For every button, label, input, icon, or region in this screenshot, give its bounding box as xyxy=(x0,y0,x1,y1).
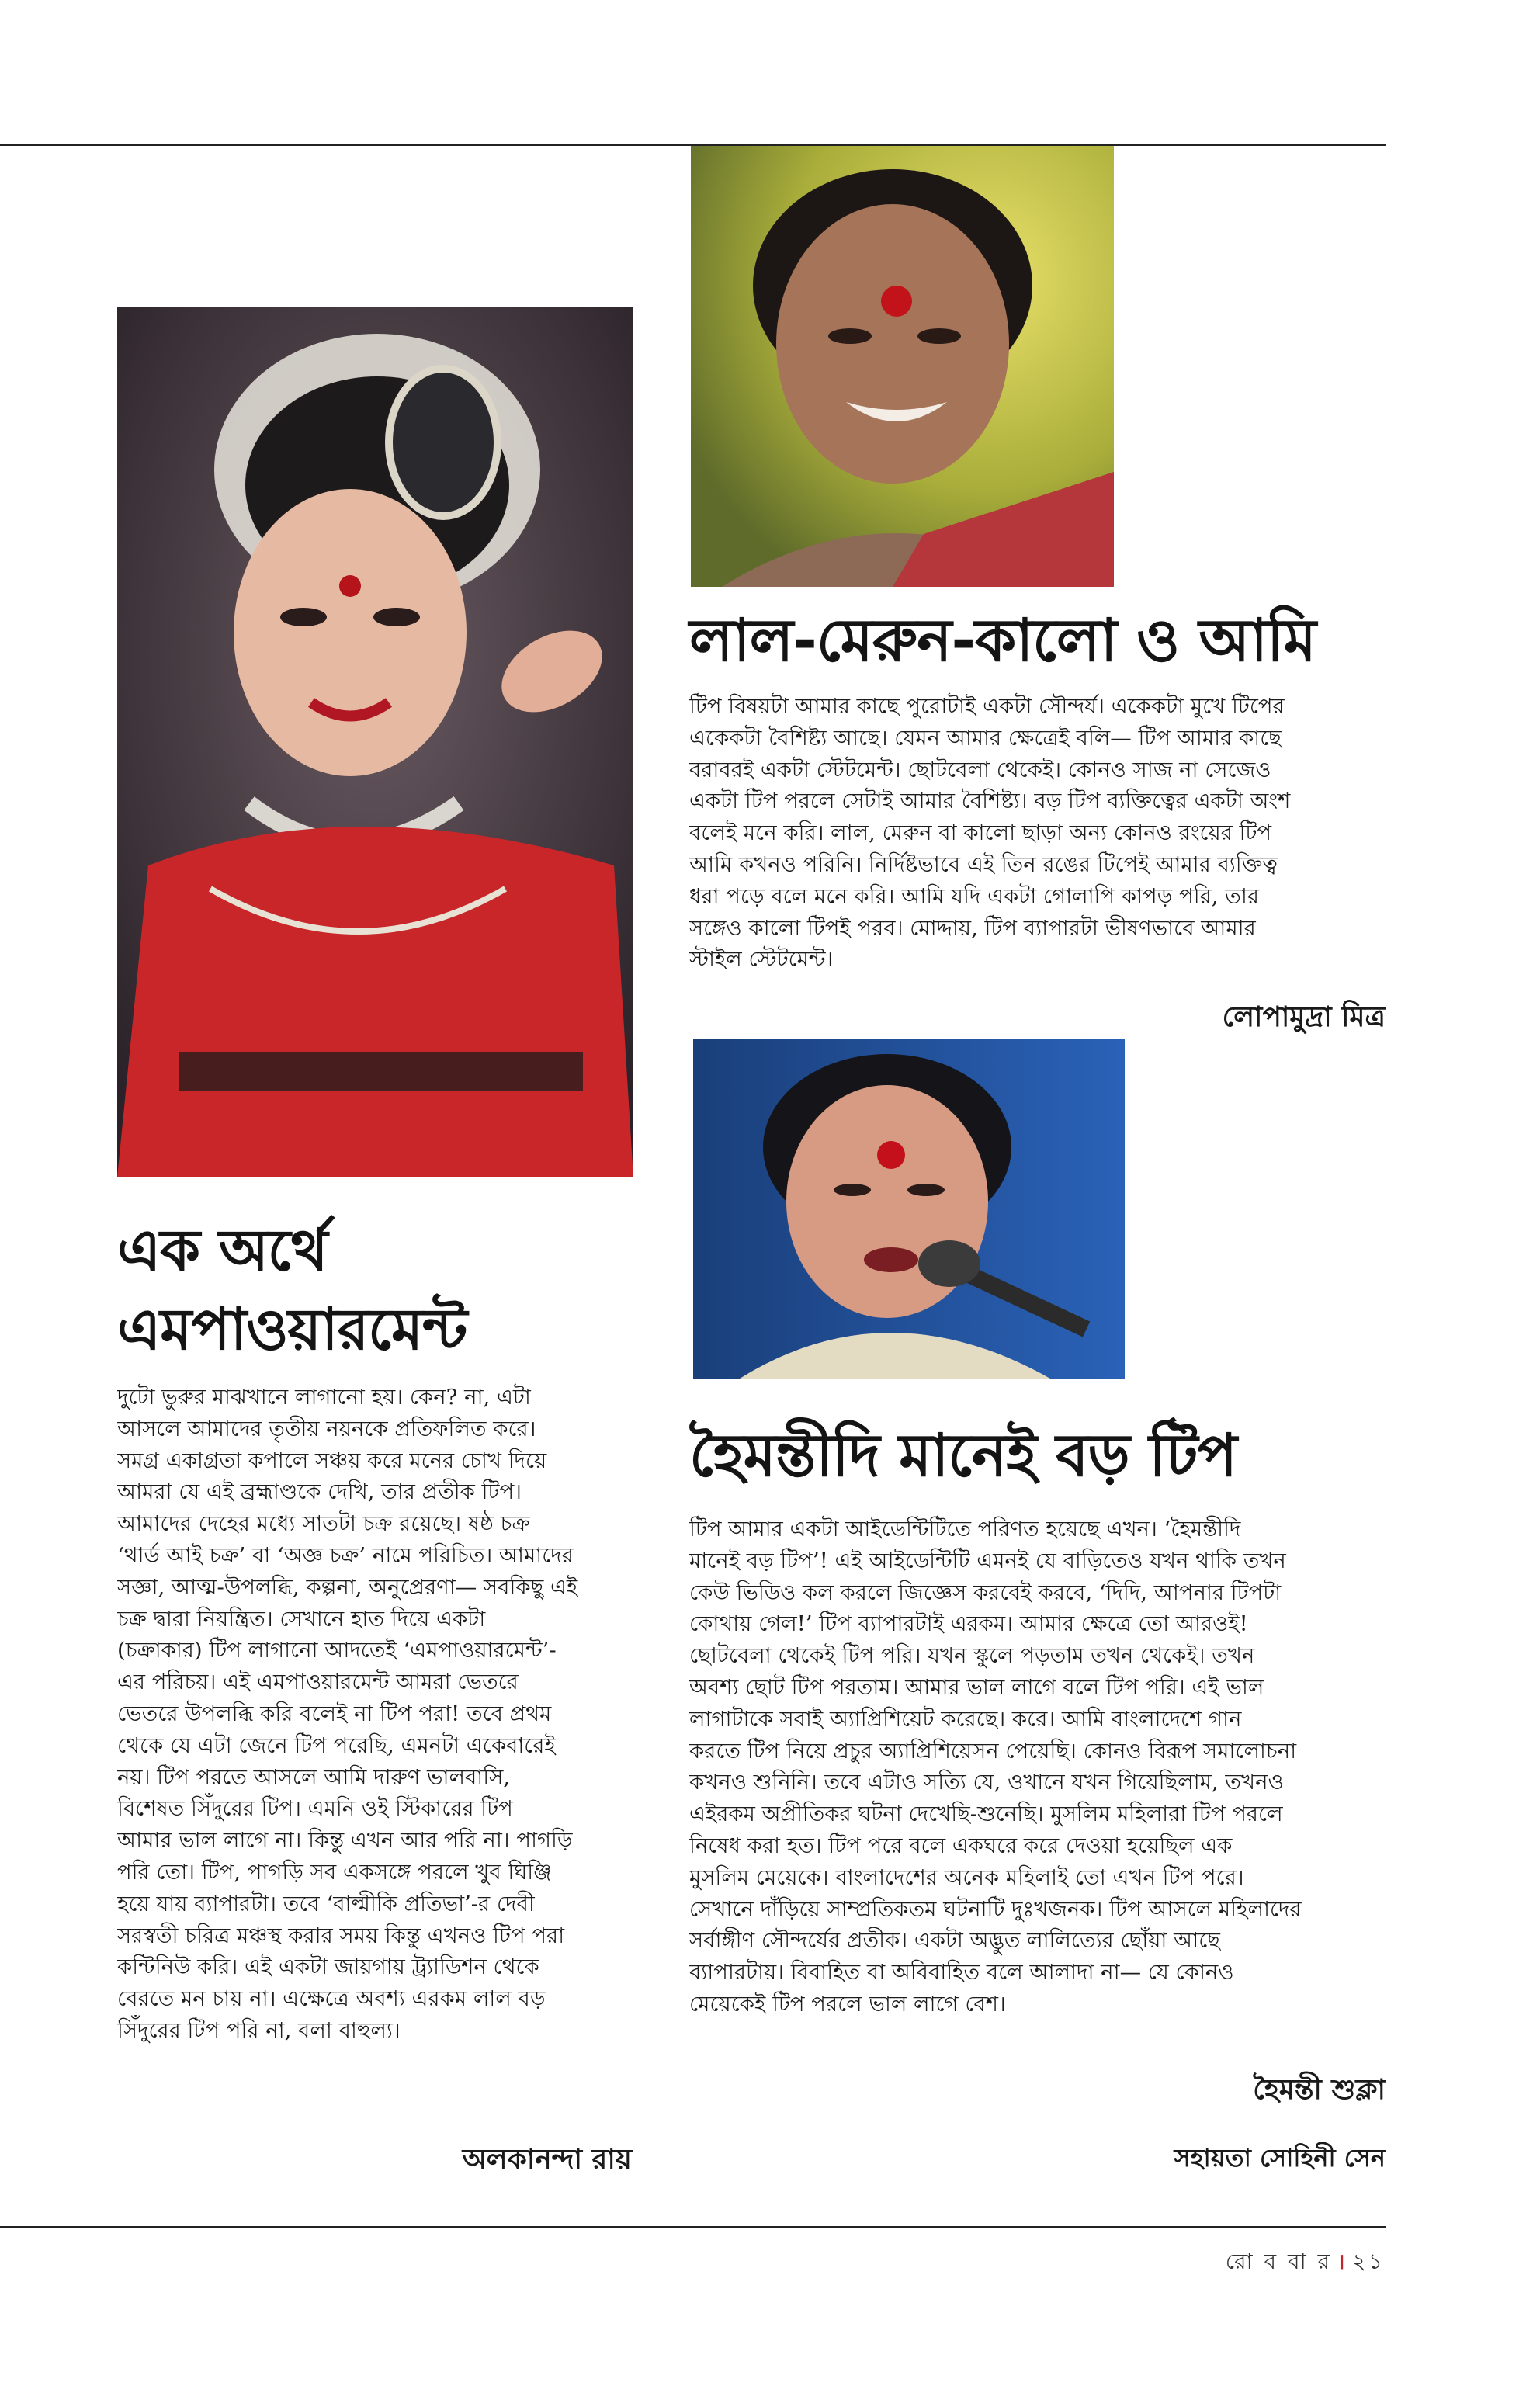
byline-alakananda: অলকানন্দা রায় xyxy=(462,2143,632,2176)
body-line: এইরকম অপ্রীতিকর ঘটনা দেখেছি-শুনেছি। মুসলিম মহিলারা টিপ পরলে xyxy=(689,1802,1283,1827)
credit-sahayata: সহায়তা সোহিনী সেন xyxy=(1174,2143,1386,2173)
footer-separator: । xyxy=(1337,2249,1348,2274)
body-line: আমি কখনও পরিনি। নির্দিষ্টভাবে এই তিন রঙের টিপেই আমার ব্যক্তিত্ব xyxy=(689,851,1278,877)
body-line: দুটো ভুরুর মাঝখানে লাগানো হয়। কেন? না, এটা xyxy=(117,1385,531,1410)
body-line: একেকটা বৈশিষ্ট্য আছে। যেমন আমার ক্ষেত্রেই বলি— টিপ আমার কাছে xyxy=(689,725,1282,751)
photo-lopamudra-mitra xyxy=(691,146,1114,587)
body-line: এর পরিচয়। এই এমপাওয়ারমেন্ট আমরা ভেতরে xyxy=(117,1670,519,1695)
body-line: পরি তো। টিপ, পাগড়ি সব একসঙ্গে পরলে খুব ঘিঞ্জি xyxy=(117,1859,552,1885)
body-line: টিপ বিষয়টা আমার কাছে পুরোটাই একটা সৌন্দর্য। একেকটা মুখে টিপের xyxy=(689,694,1285,719)
headline-lal-merun-kalo: লাল-মেরুন-কালো ও আমি xyxy=(689,605,1316,675)
body-line: সিঁদুরের টিপ পরি না, বলা বাহুল্য। xyxy=(117,2017,401,2043)
body-line: সেখানে দাঁড়িয়ে সাম্প্রতিকতম ঘটনাটি দুঃখজনক। টিপ আসলে মহিলাদের xyxy=(689,1896,1302,1922)
byline-haimanti: হৈমন্তী শুক্লা xyxy=(1253,2073,1386,2106)
body-line: ব্যাপারটায়। বিবাহিত বা অবিবাহিত বলে আলাদা না— যে কোনও xyxy=(689,1960,1234,1985)
body-line: ছোটবেলা থেকেই টিপ পরি। যখন স্কুলে পড়তাম তখন থেকেই। তখন xyxy=(689,1643,1255,1669)
headline-haimantidi: হৈমন্তীদি মানেই বড় টিপ xyxy=(689,1420,1237,1490)
headline-empowerment-line-2: এমপাওয়ারমেন্ট xyxy=(117,1296,467,1363)
body-line: সমগ্র একাগ্রতা কপালে সঞ্চয় করে মনের চোখ দিয়ে xyxy=(117,1448,547,1473)
byline-lopamudra: লোপামুদ্রা মিত্র xyxy=(1222,1001,1386,1033)
body-line: মানেই বড় টিপ’! এই আইডেন্টিটি এমনই যে বাড়িতেও যখন থাকি তখন xyxy=(689,1548,1286,1573)
body-line: কোথায় গেল!’ টিপ ব্যাপারটাই এরকম। আমার ক্ষেত্রে তো আরও‌ই! xyxy=(689,1611,1248,1637)
lopamudra-illustration xyxy=(691,146,1114,587)
body-line: চক্র দ্বারা নিয়ন্ত্রিত। সেখানে হাত দিয়ে একটা xyxy=(117,1606,486,1632)
body-haimanti xyxy=(689,1514,1384,2020)
body-line: সজ্ঞা, আত্ম-উপলব্ধি, কল্পনা, অনুপ্রেরণা— সবকিছু এই xyxy=(117,1574,578,1600)
footer-page-number: ২১ xyxy=(1351,2249,1385,2274)
body-line: কন্টিনিউ করি। এই একটা জায়গায় ট্র্যাডিশন থেকে xyxy=(117,1954,539,1980)
body-line: হয়ে যায় ব্যাপারটা। তবে ‘বাল্মীকি প্রতিভা’-র দেবী xyxy=(117,1891,535,1916)
body-line: নিষেধ করা হত। টিপ পরে বলে একঘরে করে দেওয়া হয়েছিল এক xyxy=(689,1833,1233,1858)
body-line: আমার ভাল লাগে না। কিন্তু এখন আর পরি না। পাগড়ি xyxy=(117,1828,573,1854)
body-line: আমাদের দেহের মধ্যে সাতটা চক্র রয়েছে। ষষ্ঠ চক্র xyxy=(117,1511,530,1537)
body-line: করতে টিপ নিয়ে প্রচুর অ্যাপ্রিশিয়েসন পেয়েছি। কোনও বিরূপ সমালোচনা xyxy=(689,1738,1297,1764)
haimanti-illustration xyxy=(693,1039,1125,1379)
photo-haimanti-shukla xyxy=(693,1039,1125,1379)
headline-empowerment-line-1: এক অর্থে xyxy=(117,1217,328,1284)
bottom-rule xyxy=(0,2226,1386,2228)
body-line: (চক্রাকার) টিপ লাগানো আদতেই ‘এমপাওয়ারমেন্ট’- xyxy=(117,1638,557,1663)
body-line: একটা টিপ পরলে সেটাই আমার বৈশিষ্ট্য। বড় টিপ ব্যক্তিত্বের একটা অংশ xyxy=(689,789,1291,814)
body-line: সর্বাঙ্গীণ সৌন্দর্যের প্রতীক। একটা অদ্ভুত লালিত্যের ছোঁয়া আছে xyxy=(689,1928,1220,1954)
body-line: কখনও শুনিনি। তবে এটাও সত্যি যে, ওখানে যখন গিয়েছিলাম, তখনও xyxy=(689,1770,1284,1795)
page-footer xyxy=(1226,2245,1385,2281)
body-lopamudra xyxy=(689,691,1384,976)
body-alakananda xyxy=(117,1382,636,2047)
body-line: টিপ আমার একটা আইডেন্টিটিতে পরিণত হয়েছে এখন। ‘হৈমন্তীদি xyxy=(689,1517,1241,1542)
body-line: থেকে যে এটা জেনে টিপ পরেছি, এমনটা একেবারেই xyxy=(117,1732,556,1758)
body-line: মুসলিম মেয়েকে। বাংলাদেশের অনেক মহিলাই তো এখন টিপ পরে। xyxy=(689,1864,1244,1890)
headline-empowerment xyxy=(117,1211,676,1369)
body-line: বেরতে মন চায় না। এক্ষেত্রে অবশ্য এরকম লাল বড় xyxy=(117,1986,546,2012)
body-line: স্টাইল স্টেটমেন্ট। xyxy=(689,947,834,973)
body-line: মেয়েকেই টিপ পরলে ভাল লাগে বেশ। xyxy=(689,1991,1006,2017)
body-line: ধরা পড়ে বলে মনে করি। আমি যদি একটা গোলাপি কাপড় পরি, তার xyxy=(689,883,1259,909)
body-line: সরস্বতী চরিত্র মঞ্চস্থ করার সময় কিন্তু এখনও টিপ পরা xyxy=(117,1923,565,1948)
body-line: সঙ্গেও কালো টিপই পরব। মোদ্দায়, টিপ ব্যাপারটা ভীষণভাবে আমার xyxy=(689,915,1256,941)
photo-odissi-dancer xyxy=(117,307,633,1177)
body-line: আসলে আমাদের তৃতীয় নয়নকে প্রতিফলিত করে। xyxy=(117,1416,536,1441)
body-line: বিশেষত সিঁদুরের টিপ। এমনি ওই স্টিকারের টিপ xyxy=(117,1796,513,1822)
body-line: আমরা যে এই ব্রহ্মাণ্ডকে দেখি, তার প্রতীক টিপ। xyxy=(117,1479,522,1505)
body-line: বলেই মনে করি। লাল, মেরুন বা কালো ছাড়া অন্য কোনও রংয়ের টিপ xyxy=(689,820,1272,846)
footer-magazine-name: রো ব বা র xyxy=(1225,2249,1332,2274)
body-line: ভেতরে উপলব্ধি করি বলেই না টিপ পরা! তবে প্রথম xyxy=(117,1701,552,1726)
dancer-illustration xyxy=(117,307,633,1177)
body-line: কেউ ভিডিও কল করলে জিজ্ঞেস করবেই করবে, ‘দিদি, আপনার টিপটা xyxy=(689,1580,1282,1605)
body-line: নয়। টিপ পরতে আসলে আমি দারুণ ভালবাসি, xyxy=(117,1764,511,1790)
body-line: লাগাটাকে সবাই অ্যাপ্রিশিয়েট করেছে। করে। আমি বাংলাদেশে গান xyxy=(689,1706,1242,1732)
body-line: ‘থার্ড আই চক্র’ বা ‘অজ্ঞ চক্র’ নামে পরিচিত। আমাদের xyxy=(117,1542,574,1568)
body-line: অবশ্য ছোট টিপ পরতাম। আমার ভাল লাগে বলে টিপ পরি। এই ভাল xyxy=(689,1674,1264,1700)
body-line: বরাবরই একটা স্টেটমেন্ট। ছোটবেলা থেকেই। কোনও সাজ না সেজেও xyxy=(689,757,1271,782)
